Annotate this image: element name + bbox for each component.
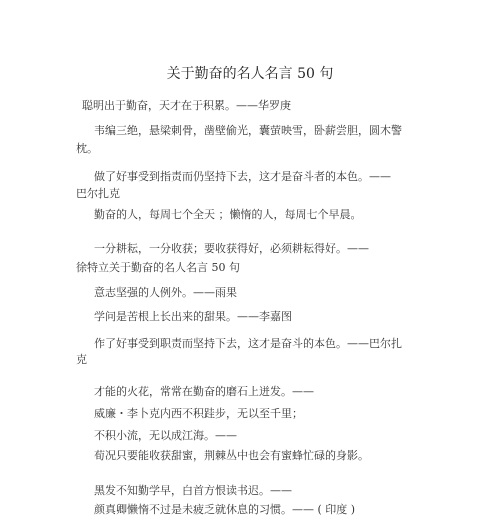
paragraph-line: 威廉・李卜克内西不积跬步，无以至千里； [94, 407, 303, 420]
paragraph-line: 作了好事受到职责而坚持下去，这才是奋斗的本色。——巴尔扎 [94, 337, 402, 350]
paragraph-line: 学问是苦根上长出来的甜果。——李嘉图 [94, 310, 292, 323]
paragraph-line: 枕。 [76, 142, 98, 155]
paragraph-line: 做了好事受到指责而仍坚持下去，这才是奋斗者的本色。—— [94, 170, 391, 183]
paragraph-line: 荀况只要能收获甜蜜，荆棘丛中也会有蜜蜂忙碌的身影。 [94, 449, 369, 462]
paragraph-line: 巴尔扎克 [76, 187, 120, 200]
document-title: 关于勤奋的名人名言 50 句 [166, 66, 334, 82]
paragraph-line: 勤奋的人，每周七个全天 ；懒惰的人，每周七个早晨。 [94, 208, 362, 221]
paragraph-line: 徐特立关于勤奋的名人名言 50 句 [76, 261, 240, 274]
paragraph-line: 克 [76, 353, 87, 366]
paragraph-line: 意志坚强的人例外。——雨果 [94, 286, 237, 299]
paragraph-line: 韦编三绝，悬梁刺骨，凿壁偷光，囊萤映雪，卧薪尝胆，圆木警 [94, 124, 402, 137]
paragraph-line: 聪明出于勤奋，天才在于积累。——华罗庚 [82, 99, 291, 112]
paragraph-line: 才能的火花，常常在勤奋的磨石上迸发。—— [94, 385, 314, 398]
paragraph-line: 不积小流，无以成江海。—— [94, 429, 237, 442]
paragraph-line: 一分耕耘，一分收获；要收获得好，必须耕耘得好。—— [94, 242, 369, 255]
paragraph-line: 黑发不知勤学早，白首方恨读书迟。—— [94, 484, 292, 497]
paragraph-line: 颜真卿懒惰不过是未疲乏就休息的习惯。—— ( 印度 ) [94, 503, 356, 516]
